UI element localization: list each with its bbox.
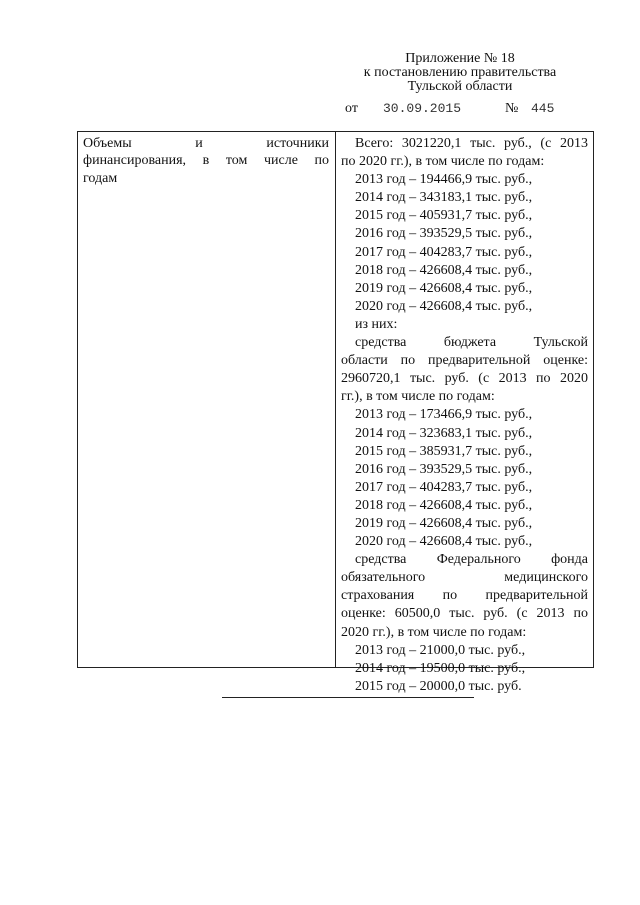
appendix-resolution: к постановлению правительства bbox=[363, 65, 557, 80]
fund-line: оценке: 60500,0 тыс. руб. (с 2013 по bbox=[341, 606, 588, 622]
fund-line: 2020 гг.), в том числе по годам: bbox=[341, 624, 527, 640]
total-line: Всего: 3021220,1 тыс. руб., (с 2013 bbox=[355, 136, 588, 151]
fund-line: обязательного медицинского bbox=[341, 570, 588, 586]
total-year-row: 2019 год – 426608,4 тыс. руб., bbox=[355, 280, 533, 296]
closing-rule bbox=[222, 697, 474, 698]
left-cell-label bbox=[83, 135, 329, 187]
total-year-row: 2015 год – 405931,7 тыс. руб., bbox=[355, 208, 533, 224]
label-word: числе bbox=[263, 153, 298, 169]
date-from-label: от bbox=[345, 101, 358, 116]
label-word: том bbox=[225, 153, 248, 169]
budget-line: гг.), в том числе по годам: bbox=[341, 389, 495, 405]
budget-year-row: 2019 год – 426608,4 тыс. руб., bbox=[355, 515, 533, 531]
budget-year-row: 2014 год – 323683,1 тыс. руб., bbox=[355, 425, 533, 441]
financing-table bbox=[77, 131, 594, 694]
label-word: в bbox=[202, 153, 210, 169]
total-year-row: 2016 год – 393529,5 тыс. руб., bbox=[355, 226, 533, 242]
budget-line: средства бюджета Тульской bbox=[355, 335, 588, 351]
budget-year-row: 2016 год – 393529,5 тыс. руб., bbox=[355, 461, 533, 477]
appendix-region: Тульской области bbox=[407, 79, 513, 94]
appendix-title: Приложение № 18 bbox=[405, 51, 515, 66]
total-year-row: 2018 год – 426608,4 тыс. руб., bbox=[355, 262, 533, 278]
budget-year-row: 2018 год – 426608,4 тыс. руб., bbox=[355, 497, 533, 513]
total-line: по 2020 гг.), в том числе по годам: bbox=[341, 154, 545, 170]
budget-line: области по предварительной оценке: bbox=[341, 353, 588, 369]
fund-line: средства Федерального фонда bbox=[355, 552, 588, 568]
label-word: финансирования, bbox=[83, 153, 187, 169]
fund-year-row: 2014 год – 19500,0 тыс. руб., bbox=[355, 660, 526, 676]
label-line bbox=[83, 152, 329, 169]
fund-line: страхования по предварительной bbox=[341, 588, 588, 604]
label-word: и bbox=[195, 136, 203, 151]
label-word: по bbox=[314, 153, 330, 169]
label-line: годам bbox=[83, 170, 118, 186]
label-word: Объемы bbox=[83, 136, 132, 151]
budget-year-row: 2013 год – 173466,9 тыс. руб., bbox=[355, 407, 533, 423]
total-year-row: 2014 год – 343183,1 тыс. руб., bbox=[355, 190, 533, 206]
resolution-date: 30.09.2015 bbox=[383, 101, 462, 116]
budget-line: 2960720,1 тыс. руб. (с 2013 по 2020 bbox=[341, 371, 588, 387]
total-year-row: 2017 год – 404283,7 тыс. руб., bbox=[355, 244, 533, 260]
budget-year-row: 2015 год – 385931,7 тыс. руб., bbox=[355, 443, 533, 459]
right-cell-values bbox=[341, 135, 588, 696]
label-line bbox=[83, 135, 329, 152]
total-year-row: 2013 год – 194466,9 тыс. руб., bbox=[355, 172, 533, 188]
total-year-row: 2020 год – 426608,4 тыс. руб., bbox=[355, 298, 533, 314]
fund-year-row: 2013 год – 21000,0 тыс. руб., bbox=[355, 642, 526, 658]
resolution-number: 445 bbox=[531, 101, 555, 116]
of-them-label: из них: bbox=[355, 316, 398, 332]
number-label: № bbox=[505, 101, 519, 116]
fund-year-row: 2015 год – 20000,0 тыс. руб. bbox=[355, 678, 522, 694]
column-divider bbox=[335, 132, 336, 667]
label-word: источники bbox=[266, 136, 329, 151]
budget-year-row: 2020 год – 426608,4 тыс. руб., bbox=[355, 534, 533, 550]
budget-year-row: 2017 год – 404283,7 тыс. руб., bbox=[355, 479, 533, 495]
